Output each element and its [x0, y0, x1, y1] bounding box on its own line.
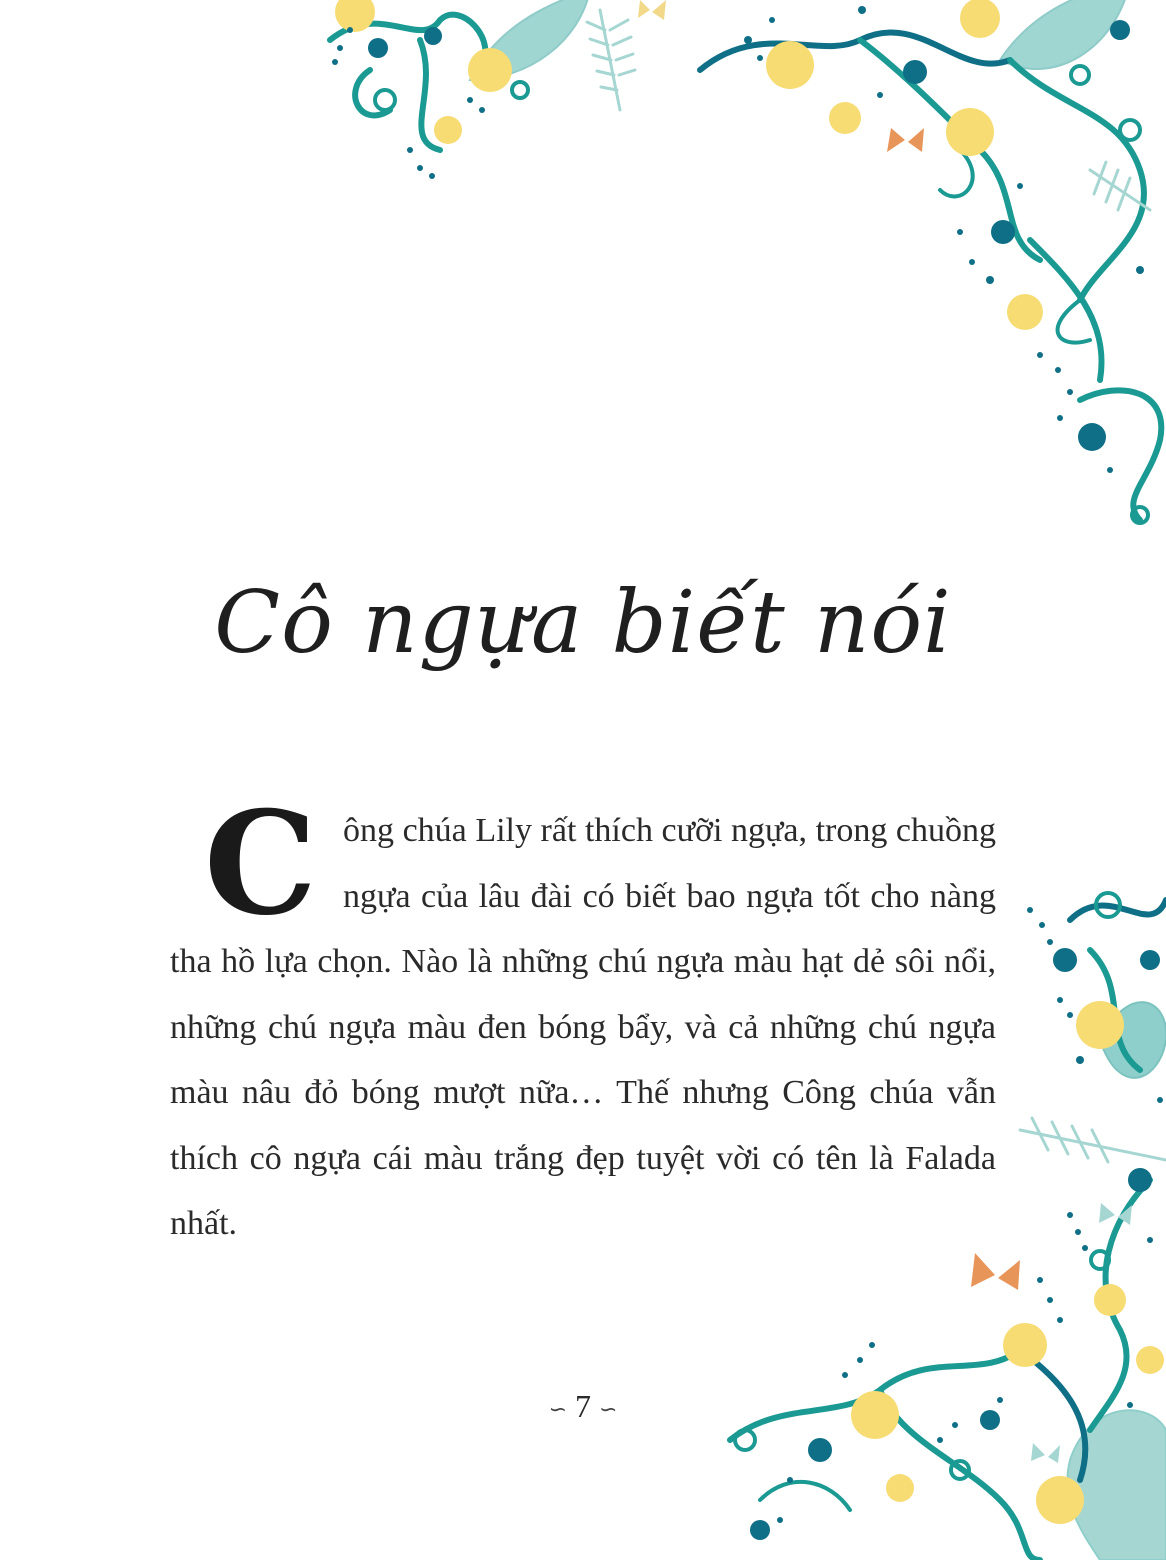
top-flowers [335, 0, 1043, 330]
page-number [0, 1388, 1166, 1425]
story-paragraph [170, 781, 996, 1257]
butterfly-icon [971, 1253, 1020, 1290]
top-vine-decoration [330, 0, 1161, 523]
butterfly-icon [1031, 1443, 1060, 1463]
drop-cap-letter: C [204, 781, 318, 947]
chapter-title: Cô ngựa biết nói [214, 572, 952, 673]
ornament-left-icon: ∽ [548, 1396, 567, 1422]
ornament-right-icon: ∽ [599, 1396, 618, 1422]
page-number-value: 7 [575, 1388, 591, 1424]
butterfly-icon [638, 0, 666, 20]
butterfly-icon [887, 128, 924, 152]
paragraph-text: ông chúa Lily rất thích cưỡi ngựa, trong chuồng ngựa của lâu đài có biết bao ngựa tốt cho nàng tha hồ lựa chọn. Nào là những chú ngựa màu hạt dẻ sôi nổi, những chú ngựa màu đen bóng bẩy, và cả những chú ngựa màu nâu đỏ bóng mượt nữa… Thế nhưng Công chúa vẫn thích cô ngựa cái màu trắng đẹp tuyệt vời có tên là Falada nhất. [170, 812, 996, 1242]
